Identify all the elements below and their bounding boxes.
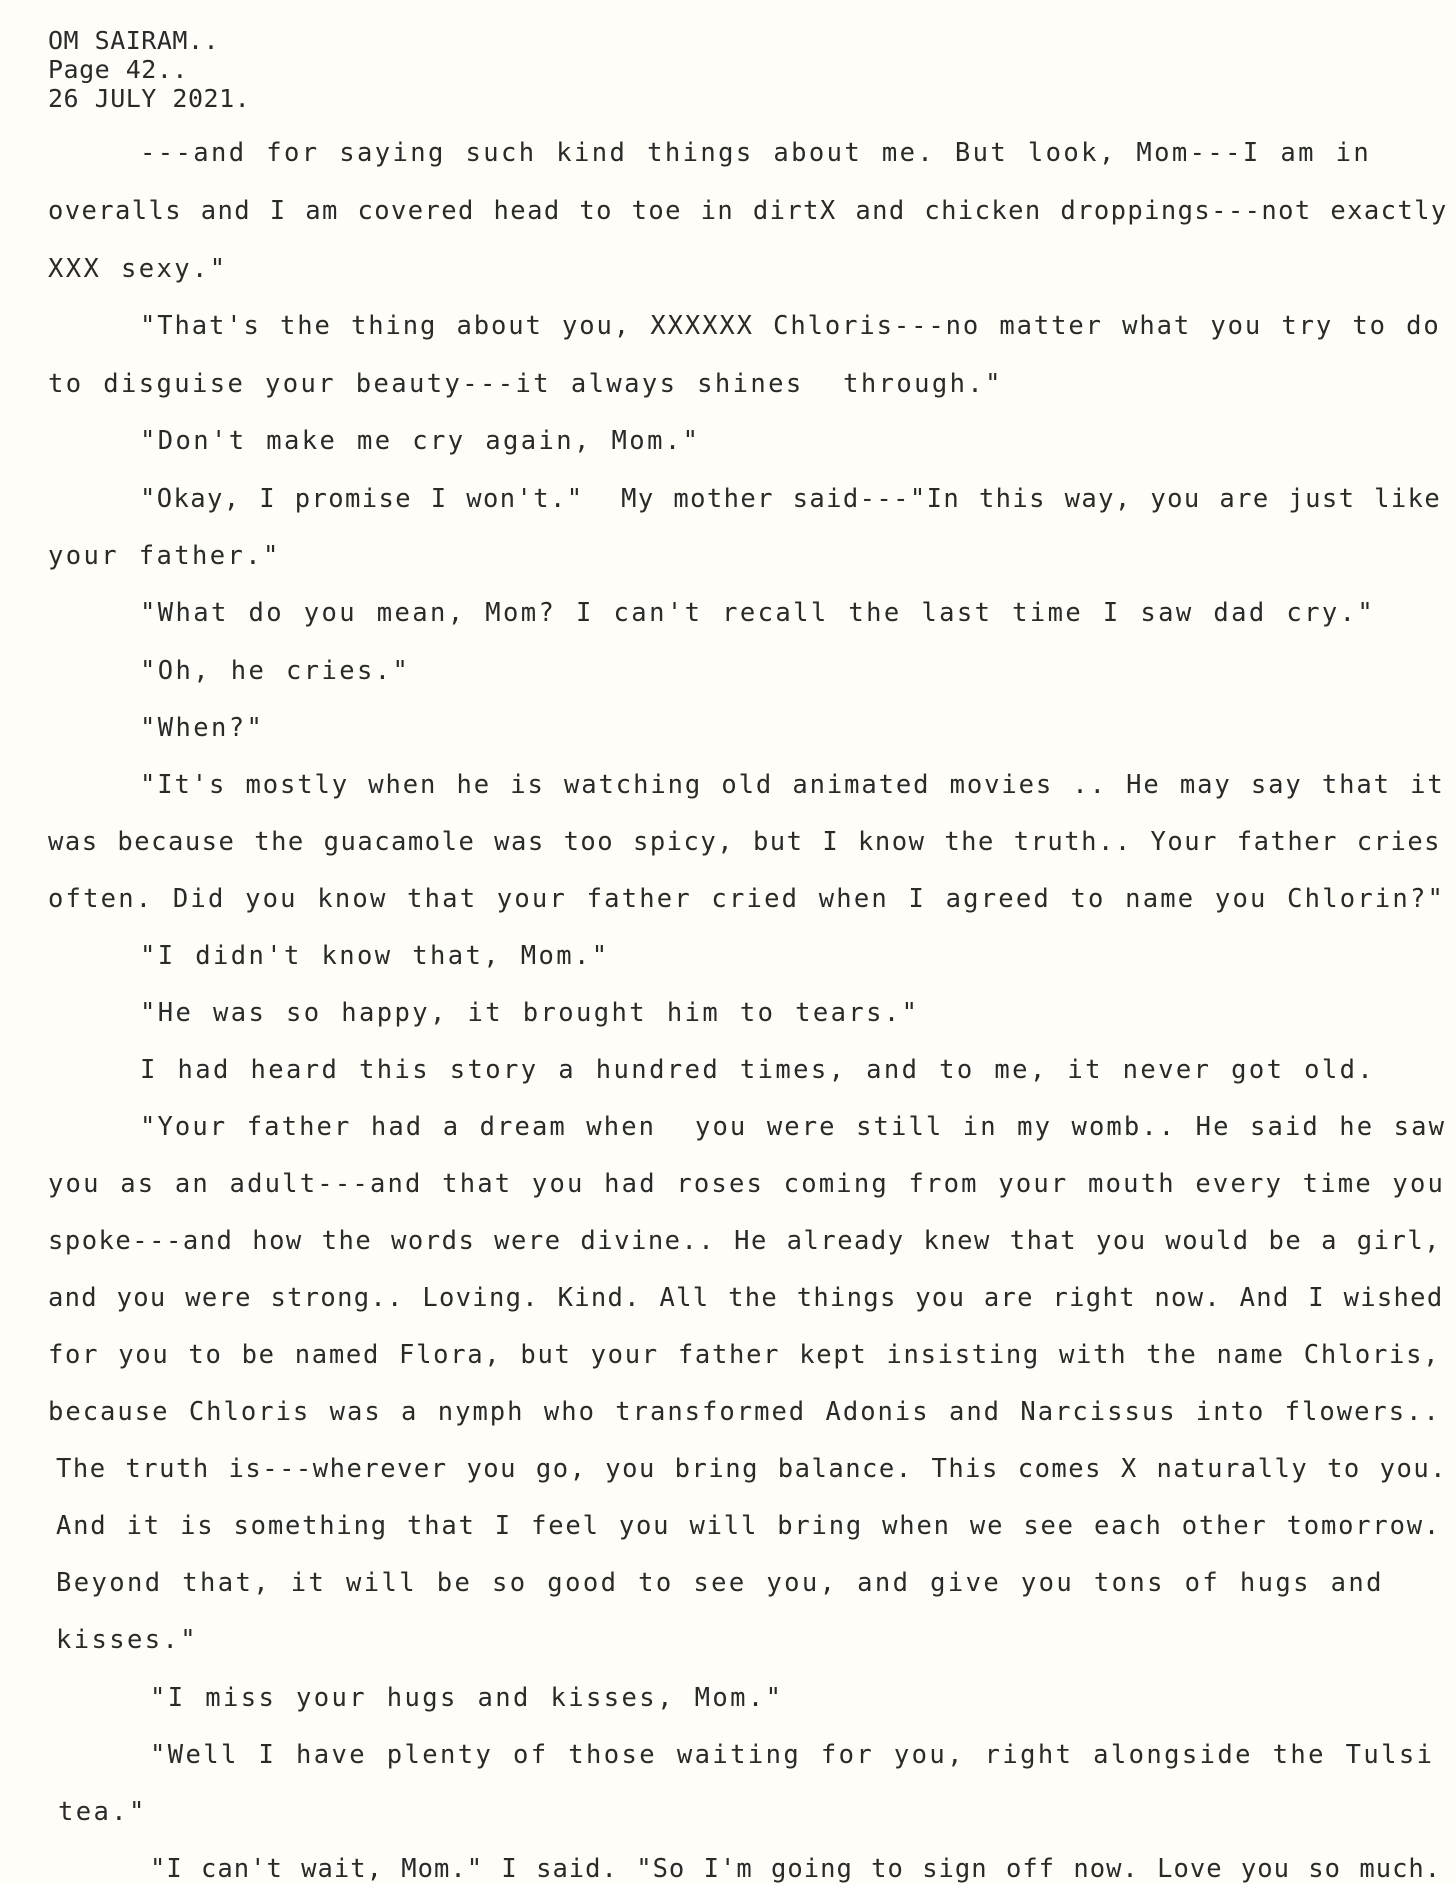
text-line: "Don't make me cry again, Mom." (140, 426, 701, 456)
text-line: because Chloris was a nymph who transformed Adonis and Narcissus into flowers.. (48, 1397, 1441, 1427)
text-line: "I didn't know that, Mom." (140, 941, 610, 971)
text-line: ---and for saying such kind things about me. But look, Mom---I am in (140, 138, 1372, 168)
text-line: I had heard this story a hundred times, and to me, it never got old. (140, 1055, 1376, 1085)
text-line: "Oh, he cries." (140, 656, 411, 686)
text-line: "Well I have plenty of those waiting for you, right alongside the Tulsi (150, 1740, 1435, 1770)
text-line: XXX sexy." (48, 254, 228, 284)
text-line: kisses." (56, 1625, 199, 1655)
text-line: "Okay, I promise I won't." My mother said---"In this way, you are just like (140, 484, 1442, 514)
header-om-sairam: OM SAIRAM.. (48, 26, 220, 55)
text-line: overalls and I am covered head to toe in dirtX and chicken droppings---not exactly (48, 196, 1448, 226)
text-line: The truth is---wherever you go, you bring balance. This comes X naturally to you. (56, 1454, 1448, 1484)
text-line: "What do you mean, Mom? I can't recall the last time I saw dad cry." (140, 598, 1376, 628)
text-line: "Your father had a dream when you were still in my womb.. He said he saw (140, 1112, 1447, 1142)
text-line: tea." (58, 1797, 147, 1827)
text-line: and you were strong.. Loving. Kind. All the things you are right now. And I wished (48, 1283, 1444, 1313)
text-line: you as an adult---and that you had roses coming from your mouth every time you (48, 1169, 1446, 1199)
text-line: was because the guacamole was too spicy, but I know the truth.. Your father cries (48, 827, 1442, 857)
text-line: "I miss your hugs and kisses, Mom." (150, 1683, 784, 1713)
text-line: often. Did you know that your father cried when I agreed to name you Chlorin?" (48, 884, 1446, 914)
text-line: And it is something that I feel you will bring when we see each other tomorrow. (56, 1511, 1442, 1541)
text-line: your father." (48, 541, 281, 571)
text-line: "When?" (140, 713, 265, 743)
text-line: spoke---and how the words were divine.. He already knew that you would be a girl, (48, 1226, 1442, 1256)
page-header (48, 26, 250, 113)
text-line: "He was so happy, it brought him to tears." (140, 998, 920, 1028)
text-line: "It's mostly when he is watching old animated movies .. He may say that it (140, 770, 1445, 800)
text-line: to disguise your beauty---it always shines through." (48, 369, 1003, 399)
text-line: Beyond that, it will be so good to see you, and give you tons of hugs and (56, 1568, 1384, 1598)
text-line: "That's the thing about you, XXXXXX Chloris---no matter what you try to do (140, 311, 1441, 341)
text-line: for you to be named Flora, but your father kept insisting with the name Chloris, (48, 1340, 1441, 1370)
header-date: 26 JULY 2021. (48, 84, 251, 113)
text-line: "I can't wait, Mom." I said. "So I'm going to sign off now. Love you so much. (150, 1854, 1442, 1884)
header-page-number: Page 42.. (48, 55, 188, 84)
